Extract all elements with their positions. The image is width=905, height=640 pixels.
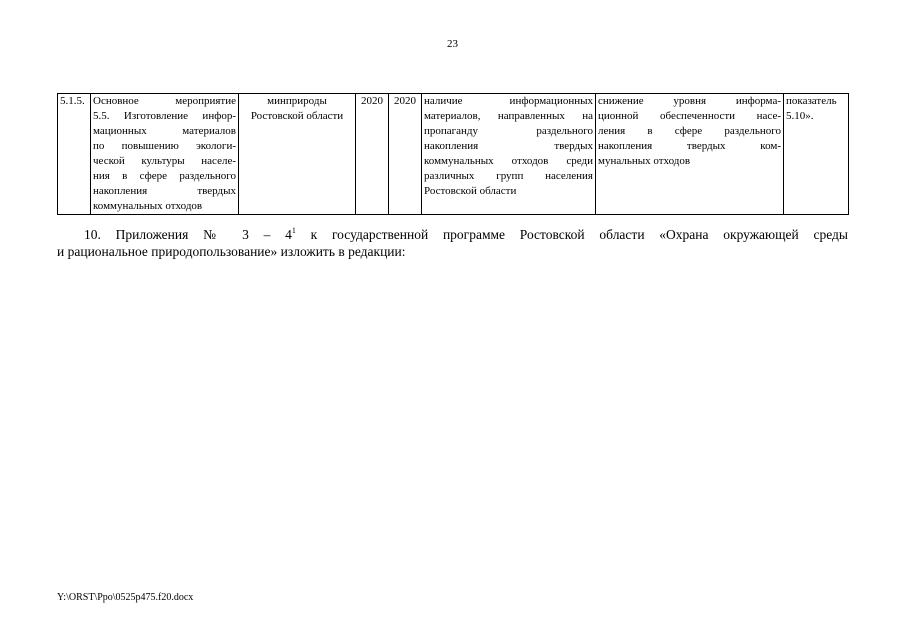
result-line: коммунальных отходов среди xyxy=(424,155,593,167)
year-start: 2020 xyxy=(361,95,383,107)
consequence-line: ционной обеспеченности насе- xyxy=(598,110,781,122)
activity-code: 5.1.5. xyxy=(60,95,85,107)
activity-line: ческой культуры населе- xyxy=(93,155,236,167)
cell-activity xyxy=(91,94,239,215)
activity-line: по повышению экологи- xyxy=(93,140,236,152)
page-number: 23 xyxy=(447,38,458,50)
year-end: 2020 xyxy=(394,95,416,107)
paragraph-text-end: к государственной программе Ростовской области «Охрана окружающей среды xyxy=(295,227,848,242)
cell-consequence xyxy=(596,94,784,215)
cell-executor xyxy=(239,94,356,215)
result-line: Ростовской области xyxy=(424,185,517,197)
amendment-paragraph xyxy=(57,226,848,260)
activity-line: коммунальных отходов xyxy=(93,200,203,212)
result-line: материалов, направленных на xyxy=(424,110,593,122)
paragraph-line-1 xyxy=(57,226,848,243)
executor: минприроды Ростовской области xyxy=(250,95,344,122)
result-line: наличие информационных xyxy=(424,95,593,107)
cell-result xyxy=(422,94,596,215)
table-row xyxy=(58,94,849,215)
cell-indicator xyxy=(784,94,849,215)
cell-year-start xyxy=(356,94,389,215)
indicator: показатель 5.10». xyxy=(786,95,837,122)
file-path-footer: Y:\ORST\Ppo\0525p475.f20.docx xyxy=(57,592,194,603)
program-table xyxy=(57,93,849,215)
consequence-line: ления в сфере раздельного xyxy=(598,125,781,137)
superscript: 1 xyxy=(291,226,296,235)
consequence-line: снижение уровня информа- xyxy=(598,95,781,107)
activity-line: ния в сфере раздельного xyxy=(93,170,236,182)
cell-year-end xyxy=(389,94,422,215)
consequence-line: накопления твердых ком- xyxy=(598,140,781,152)
activity-line: Основное мероприятие xyxy=(93,95,236,107)
activity-line: 5.5. Изготовление инфор- xyxy=(93,110,236,122)
activity-line: мационных материалов xyxy=(93,125,236,137)
paragraph-text-start: 10. Приложения № 3 – 4 xyxy=(84,227,292,242)
result-line: различных групп населения xyxy=(424,170,593,182)
paragraph-line-2: и рациональное природопользование» изложить в редакции: xyxy=(57,244,406,259)
activity-line: накопления твердых xyxy=(93,185,236,197)
result-line: накопления твердых xyxy=(424,140,593,152)
result-line: пропаганду раздельного xyxy=(424,125,593,137)
cell-code xyxy=(58,94,91,215)
consequence-line: мунальных отходов xyxy=(598,155,691,167)
